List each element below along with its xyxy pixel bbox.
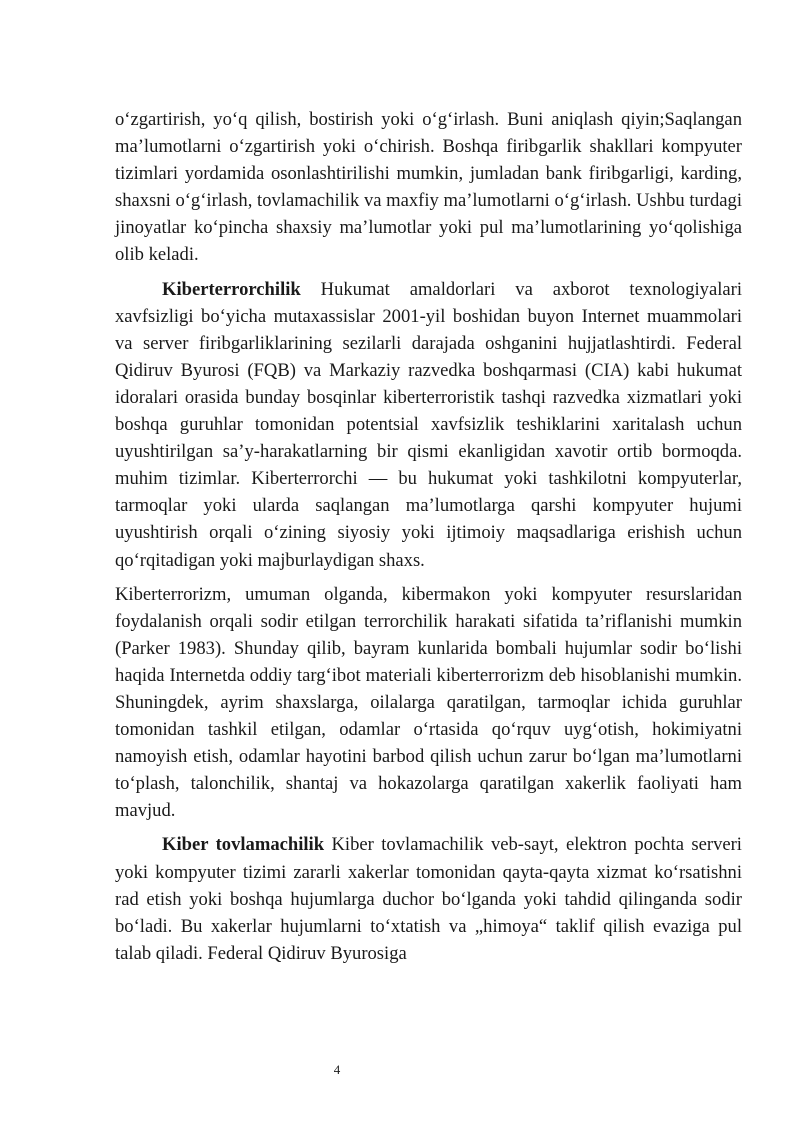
paragraph-text: Kiber tovlamachilik veb-sayt, elektron pochta serveri yoki kompyuter tizimi zararli xakerlar tomonidan qayta-qayta xizmat koʻrsatishni rad etish yoki boshqa hujumlarga duchor boʻlganda yoki tahdid qilinganda sodir boʻladi. Bu xakerlar hujumlarni toʻxtatish va „himoya“ taklif qilish evaziga pul talab qiladi. Federal Qidiruv Byurosiga [115, 834, 742, 964]
document-body [115, 106, 742, 974]
page-number: 4 [333, 1062, 341, 1077]
paragraph-kiber-tovlamachilik [115, 831, 742, 966]
paragraph-text: Kiberterrorizm, umuman olganda, kibermakon yoki kompyuter resurslaridan foydalanish orqali sodir etilgan terrorchilik harakati sifatida ta’riflanishi mumkin (Parker 1983). Shunday qilib, bayram kunlarida bombali hujumlar sodir boʻlishi haqida Internetda oddiy targʻibot materiali kiberterrorizm deb hisoblanishi mumkin. Shuningdek, ayrim shaxslarga, oilalarga qaratilgan, tarmoqlar ichida guruhlar tomonidan tashkil etilgan, odamlar oʻrtasida qoʻrquv uygʻotish, hokimiyatni namoyish etish, odamlar hayotini barbod qilish uchun zarur boʻlgan ma’lumotlarni toʻplash, talonchilik, shantaj va hokazolarga qaratilgan xakerlik faoliyati ham mavjud. [115, 583, 742, 822]
paragraph-kiberterrorchilik [115, 276, 742, 574]
paragraph-kiberterrorizm [115, 581, 742, 825]
paragraph-text: oʻzgartirish, yoʻq qilish, bostirish yoki oʻgʻirlash. Buni aniqlash qiyin;Saqlangan ma’lumotlarni oʻzgartirish yoki oʻchirish. Boshqa firibgarlik shakllari kompyuter tizimlari yordamida osonlashtirilishi mumkin, jumladan bank firibgarligi, karding, shaxsni oʻgʻirlash, tovlamachilik va maxfiy ma’lumotlarni oʻgʻirlash. Ushbu turdagi jinoyatlar koʻpincha shaxsiy ma’lumotlar yoki pul ma’lumotlarining yoʻqolishiga olib keladi. [115, 109, 742, 266]
paragraph-text: Hukumat amaldorlari va axborot texnologiyalari xavfsizligi boʻyicha mutaxassislar 2001-yil boshidan buyon Internet muammolari va server firibgarliklarining sezilarli darajada oshganini hujjatlashtirdi. Federal Qidiruv Byurosi (FQB) va Markaziy razvedka boshqarmasi (CIA) kabi hukumat idoralari orasida bunday bosqinlar kiberterroristik tashqi razvedka xizmatlari yoki boshqa guruhlar tomonidan potentsial xavfsizlik teshiklarini xaritalash uchun uyushtirilgan sa’y-harakatlarning bir qismi ekanligidan xavotir ortib bormoqda. muhim tizimlar. Kiberterrorchi — bu hukumat yoki tashkilotni kompyuterlar, tarmoqlar yoki ularda saqlangan ma’lumotlarga qarshi kompyuter hujumi uyushtirish orqali oʻzining siyosiy yoki ijtimoiy maqsadlariga erishish uchun qoʻrqitadigan yoki majburlaydigan shaxs. [115, 278, 742, 571]
section-term: Kiberterrorchilik [162, 278, 301, 300]
paragraph-continuation [115, 106, 742, 269]
section-term: Kiber tovlamachilik [162, 834, 325, 856]
